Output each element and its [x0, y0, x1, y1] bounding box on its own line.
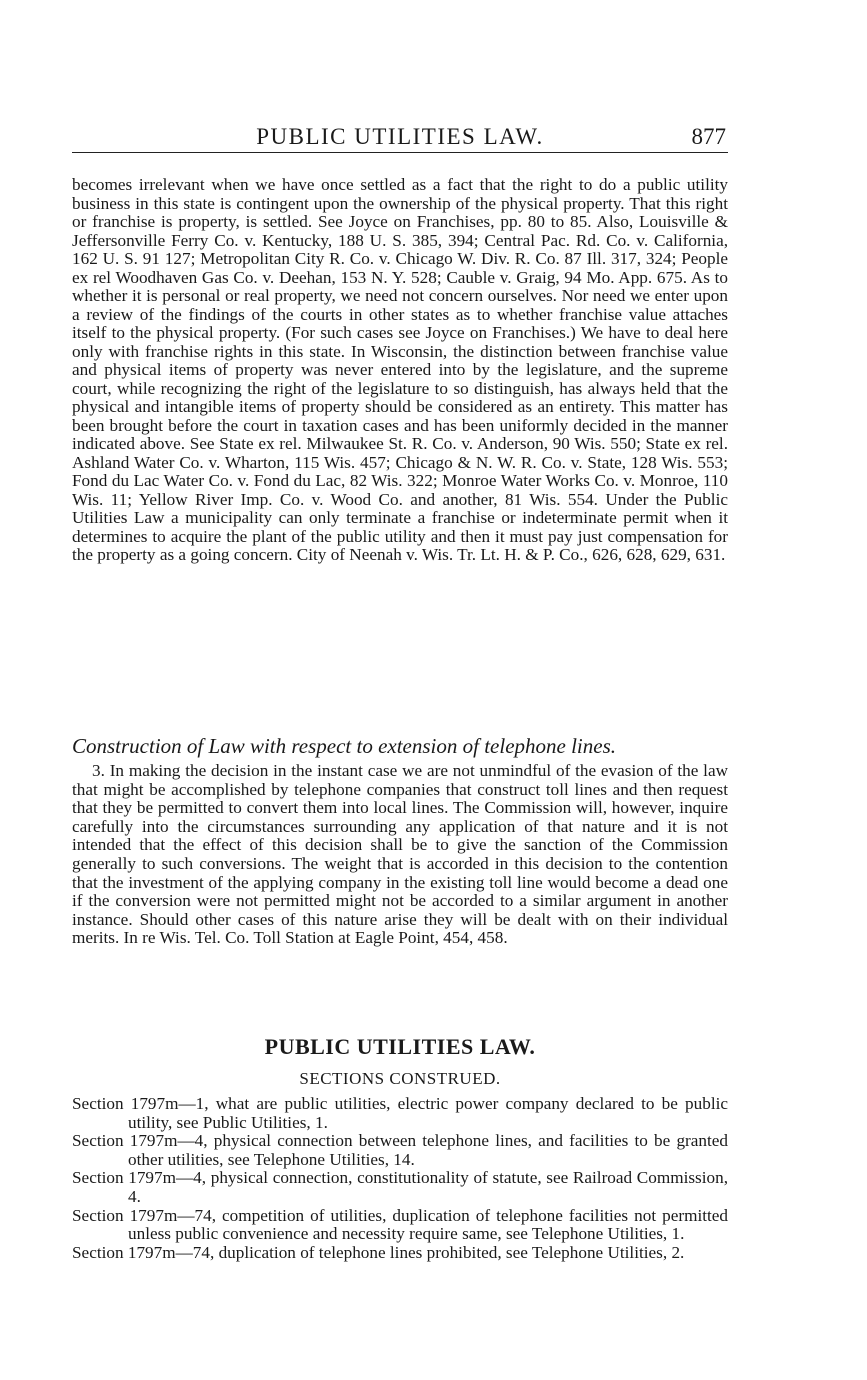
section-heading: Construction of Law with respect to extension of telephone lines.: [72, 734, 617, 758]
index-subtitle: SECTIONS CONSTRUED.: [299, 1069, 501, 1088]
index-entry: Section 1797m—74, competition of utilities, duplication of telephone facilities not permitted unless public convenience and necessity require same, see Telephone Utilities, 1.: [72, 1205, 728, 1244]
page-header: [72, 122, 728, 153]
index-entry: Section 1797m—4, physical connection, constitutionality of statute, see Railroad Commission, 4.: [72, 1168, 728, 1206]
index-title: PUBLIC UTILITIES LAW.: [264, 1034, 536, 1059]
paragraph-telephone-extension: 3. In making the decision in the instant case we are not unmindful of the evasion of the law that might be accomplished by telephone companies that construct toll lines and then request that they be permitted to convert them into local lines. The Commission will, however, inquire carefully into the circumstances surrounding any application of that nature and it is not intended that the effect of this decision shall be to give the sanction of the Commission generally to such conversions. The weight that is accorded in this decision to the contention that the investment of the applying company in the existing toll line would become a dead one if the conversion were not permitted might not be accorded to a similar argument in another instance. Should other cases of this nature arise they will be dealt with on their individual merits. In re Wis. Tel. Co. Toll Station at Eagle Point, 454, 458.: [72, 761, 728, 948]
running-title: PUBLIC UTILITIES LAW.: [256, 124, 544, 149]
index-entry: Section 1797m—74, duplication of telephone lines prohibited, see Telephone Utilities, 2.: [72, 1242, 685, 1262]
paragraph-franchise-property: becomes irrelevant when we have once settled as a fact that the right to do a public utility business in this state is contingent upon the ownership of the physical property. That this right or franchise is property, is settled. See Joyce on Franchises, pp. 80 to 85. Also, Louisville & Jeffersonville Ferry Co. v. Kentucky, 188 U. S. 385, 394; Central Pac. Rd. Co. v. California, 162 U. S. 91 127; Metropolitan City R. Co. v. Chicago W. Div. R. Co. 87 Ill. 317, 324; People ex rel Woodhaven Gas Co. v. Deehan, 153 N. Y. 528; Cauble v. Graig, 94 Mo. App. 675. As to whether it is personal or real property, we need not concern ourselves. Nor need we enter upon a review of the findings of the courts in other states as to whether franchise value attaches itself to the physical property. (For such cases see Joyce on Franchises.) We have to deal here only with franchise rights in this state. In Wisconsin, the distinction between franchise value and physical items of property was never entered into by the legislature, and the supreme court, while recognizing the right of the legislature to so distinguish, has always held that the physical and intangible items of property should be considered as an entirety. This matter has been brought before the court in taxation cases and has been uniformly decided in the manner indicated above. See State ex rel. Milwaukee St. R. Co. v. Anderson, 90 Wis. 550; State ex rel. Ashland Water Co. v. Wharton, 115 Wis. 457; Chicago & N. W. R. Co. v. State, 128 Wis. 553; Fond du Lac Water Co. v. Fond du Lac, 82 Wis. 322; Monroe Water Works Co. v. Monroe, 110 Wis. 11; Yellow River Imp. Co. v. Wood Co. and another, 81 Wis. 554. Under the Public Utilities Law a municipality can only terminate a franchise or indeterminate permit when it determines to acquire the plant of the public utility and then it must pay just compensation for the property as a going concern. City of Neenah v. Wis. Tr. Lt. H. & P. Co., 626, 628, 629, 631.: [72, 175, 728, 564]
page-number: 877: [691, 124, 726, 149]
index-entry: Section 1797m—4, physical connection between telephone lines, and facilities to be granted other utilities, see Telephone Utilities, 14.: [72, 1131, 728, 1169]
sections-construed-list: [72, 1095, 728, 1262]
index-entry: Section 1797m—1, what are public utilities, electric power company declared to be public utility, see Public Utilities, 1.: [72, 1094, 728, 1132]
